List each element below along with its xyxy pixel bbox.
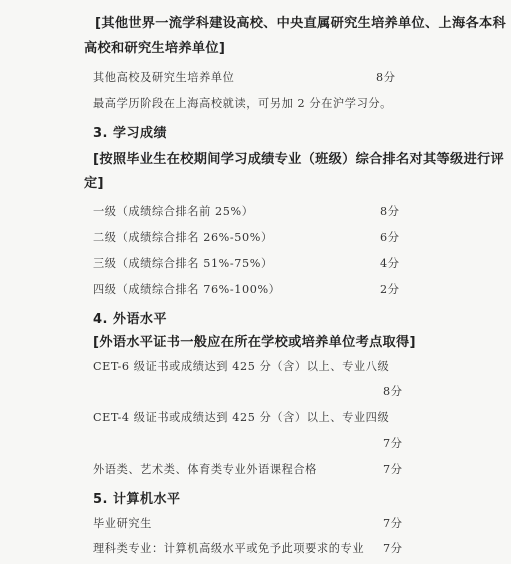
section3-item-label: 四级（成绩综合排名 76%-100%） bbox=[93, 283, 281, 296]
section5-item-label: 理科类专业：计算机高级水平或免予此项要求的专业 bbox=[93, 542, 365, 555]
section3-item-score: 4分 bbox=[380, 257, 400, 270]
section3-item-label: 一级（成绩综合排名前 25%） bbox=[93, 205, 254, 218]
section3-item-score: 8分 bbox=[380, 205, 400, 218]
section3-bracket-line2: 定] bbox=[84, 176, 104, 191]
section4-item-label: CET-6 级证书或成绩达到 425 分（含）以上、专业八级 bbox=[93, 360, 390, 373]
section5-item-score: 7分 bbox=[383, 517, 403, 530]
section3-heading: 3. 学习成绩 bbox=[93, 126, 168, 141]
intro-bracket-line1: [其他世界一流学科建设高校、中央直属研究生培养单位、上海各本科 bbox=[95, 16, 506, 31]
section4-bracket: [外语水平证书一般应在所在学校或培养单位考点取得] bbox=[93, 335, 416, 350]
section4-item-score: 7分 bbox=[383, 463, 403, 476]
section5-heading: 5. 计算机水平 bbox=[93, 492, 181, 507]
section3-item-label: 三级（成绩综合排名 51%-75%） bbox=[93, 257, 273, 270]
section5-item-label: 毕业研究生 bbox=[93, 517, 152, 530]
section5-item-score: 7分 bbox=[383, 542, 403, 555]
section4-item-label: CET-4 级证书或成绩达到 425 分（含）以上、专业四级 bbox=[93, 411, 390, 424]
section4-item-score: 8分 bbox=[383, 385, 403, 398]
intro-item-label: 其他高校及研究生培养单位 bbox=[93, 71, 235, 84]
section3-item-score: 2分 bbox=[380, 283, 400, 296]
section3-item-score: 6分 bbox=[380, 231, 400, 244]
section3-item-label: 二级（成绩综合排名 26%-50%） bbox=[93, 231, 273, 244]
intro-note: 最高学历阶段在上海高校就读，可另加 2 分在沪学习分。 bbox=[93, 97, 392, 110]
intro-bracket-line2: 高校和研究生培养单位] bbox=[84, 41, 226, 56]
intro-item-score: 8分 bbox=[376, 71, 396, 84]
section4-heading: 4. 外语水平 bbox=[93, 312, 168, 327]
section4-item-score: 7分 bbox=[383, 437, 403, 450]
section4-item-label: 外语类、艺术类、体育类专业外语课程合格 bbox=[93, 463, 317, 476]
section3-bracket-line1: [按照毕业生在校期间学习成绩专业（班级）综合排名对其等级进行评 bbox=[93, 152, 504, 167]
